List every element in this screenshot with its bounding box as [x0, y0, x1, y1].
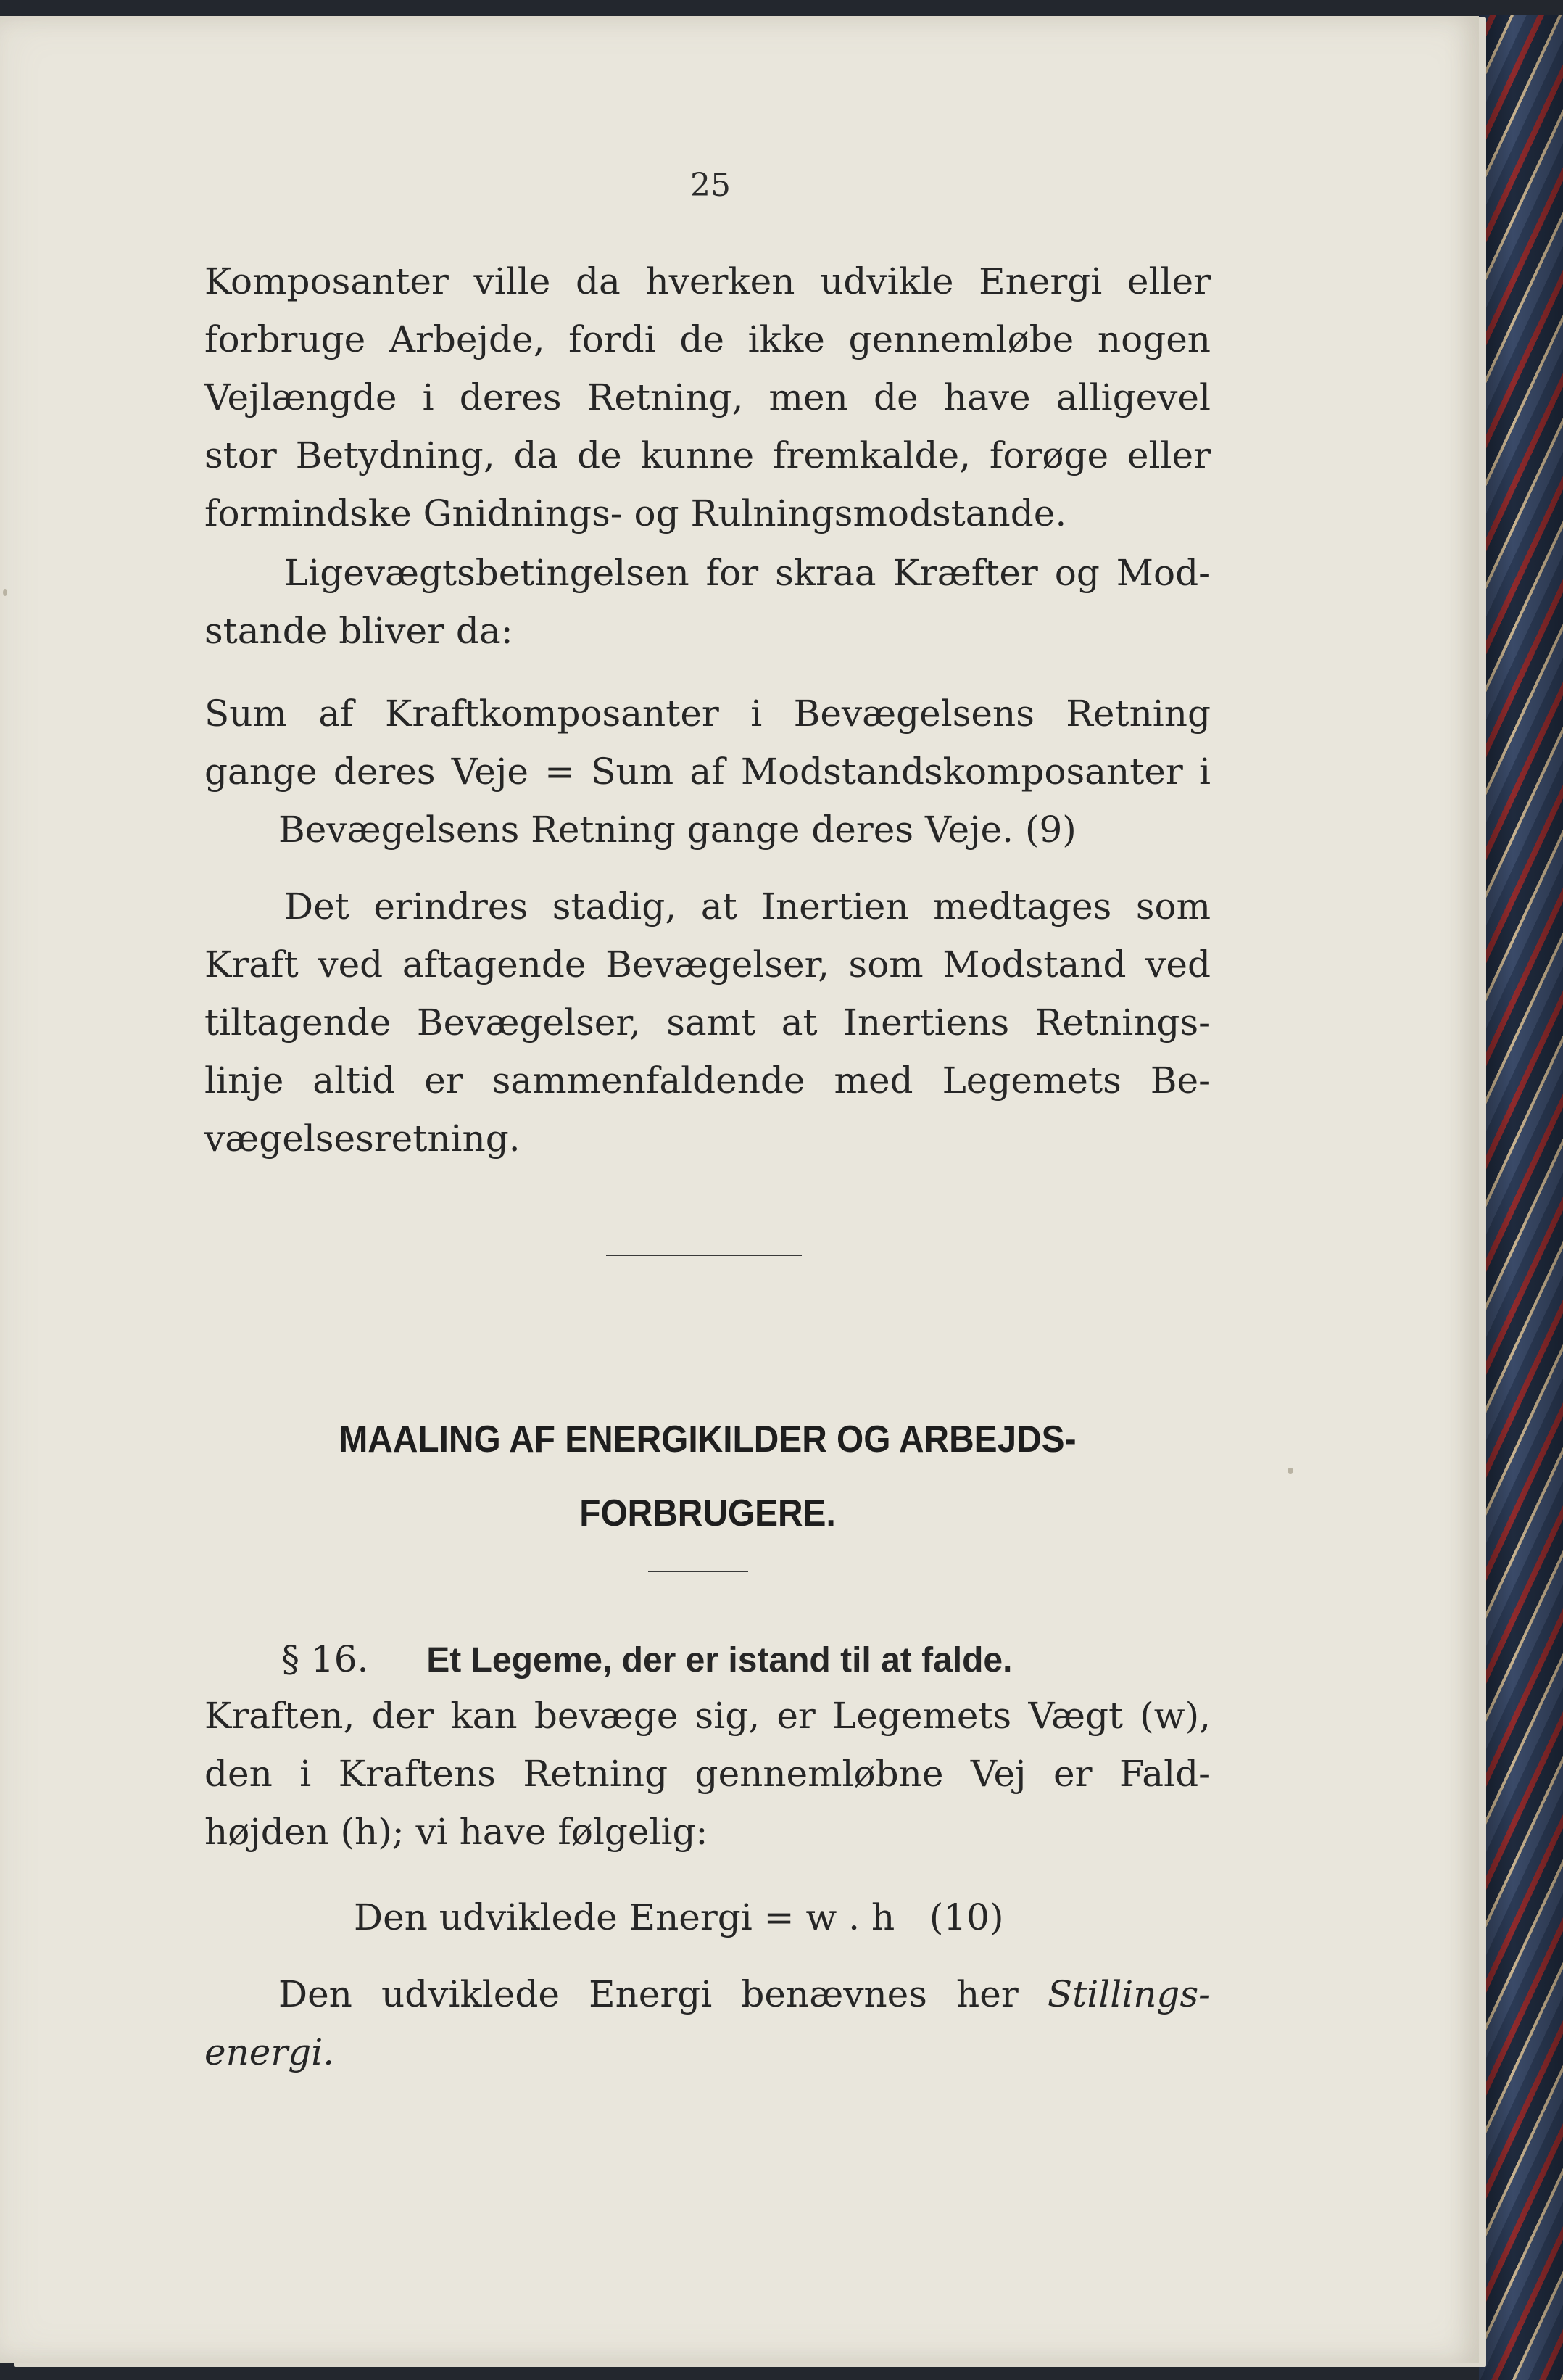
section-16-header [281, 1637, 1211, 1682]
book-page [0, 16, 1479, 2363]
paper-speck [1288, 1468, 1293, 1474]
section-number: § 16. [281, 1638, 369, 1680]
formula-9-line-2: gange deres Veje = Sum af Modstandskomposanter i [204, 751, 1211, 793]
paragraph-1-line-1: Komposanter ville da hverken udvikle Energi eller [204, 260, 1211, 302]
chapter-heading-line-2: FORBRUGERE. [579, 1492, 836, 1534]
paragraph-3-line-5: vægelsesretning. [204, 1117, 521, 1160]
paragraph-1-line-4: stor Betydning, da de kunne fremkalde, forøge eller [204, 434, 1211, 476]
paragraph-3-line-2: Kraft ved aftagende Bevægelser, som Modstand ved [204, 943, 1211, 986]
paper-speck [3, 589, 7, 596]
heading-underline-rule [648, 1571, 748, 1572]
paragraph-1-line-3: Vejlængde i deres Retning, men de have alligevel [204, 376, 1211, 418]
page-number: 25 [690, 167, 731, 204]
paragraph-5-italic-word: Stillings- [1047, 1973, 1211, 2015]
section-title: Et Legeme, der er istand til at falde. [426, 1641, 1013, 1679]
formula-10: Den udviklede Energi = w . h (10) [354, 1896, 1004, 1938]
chapter-heading-line-1: MAALING AF ENERGIKILDER OG ARBEJDS- [339, 1418, 1077, 1460]
paragraph-5-text: Den udviklede Energi benævnes her [278, 1973, 1019, 2015]
paragraph-1-line-2: forbruge Arbejde, fordi de ikke gennemløbe nogen [204, 318, 1211, 360]
paragraph-3-line-1: Det erindres stadig, at Inertien medtages som [284, 885, 1211, 927]
paragraph-5-italic-continuation: energi. [204, 2031, 335, 2073]
paragraph-5-line-2 [204, 2030, 1211, 2074]
paragraph-4-line-3: højden (h); vi have følgelig: [204, 1811, 708, 1853]
section-divider-rule [606, 1255, 802, 1256]
formula-9-line-1: Sum af Kraftkomposanter i Bevægelsens Retning [204, 693, 1211, 735]
formula-9-line-3: Bevægelsens Retning gange deres Veje. (9) [278, 809, 1077, 851]
paragraph-3-line-4: linje altid er sammenfaldende med Legemets Be- [204, 1059, 1211, 1102]
paragraph-3-line-3: tiltagende Bevægelser, samt at Inertiens Retnings- [204, 1001, 1211, 1044]
endpaper-shadow [1479, 15, 1563, 2380]
paragraph-1-line-5: formindske Gnidnings- og Rulningsmodstande. [204, 492, 1067, 534]
paragraph-2-line-2: stande bliver da: [204, 610, 513, 652]
paragraph-2-line-1: Ligevægtsbetingelsen for skraa Kræfter og Mod- [284, 552, 1211, 594]
paragraph-4-line-1: Kraften, der kan bevæge sig, er Legemets Vægt (w), [204, 1695, 1211, 1737]
paragraph-4-line-2: den i Kraftens Retning gennemløbne Vej er Fald- [204, 1753, 1211, 1795]
paragraph-5-line-1 [278, 1972, 1211, 2016]
